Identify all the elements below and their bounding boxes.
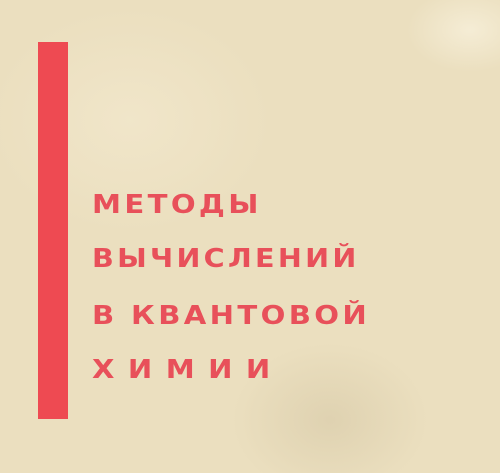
red-accent-bar [38,42,68,419]
title-line-2: ВЫЧИСЛЕНИЙ [92,244,360,274]
title-line-4: ХИМИИ [92,355,284,385]
title-line-3: В КВАНТОВОЙ [92,301,371,331]
title-line-1: МЕТОДЫ [92,190,262,220]
